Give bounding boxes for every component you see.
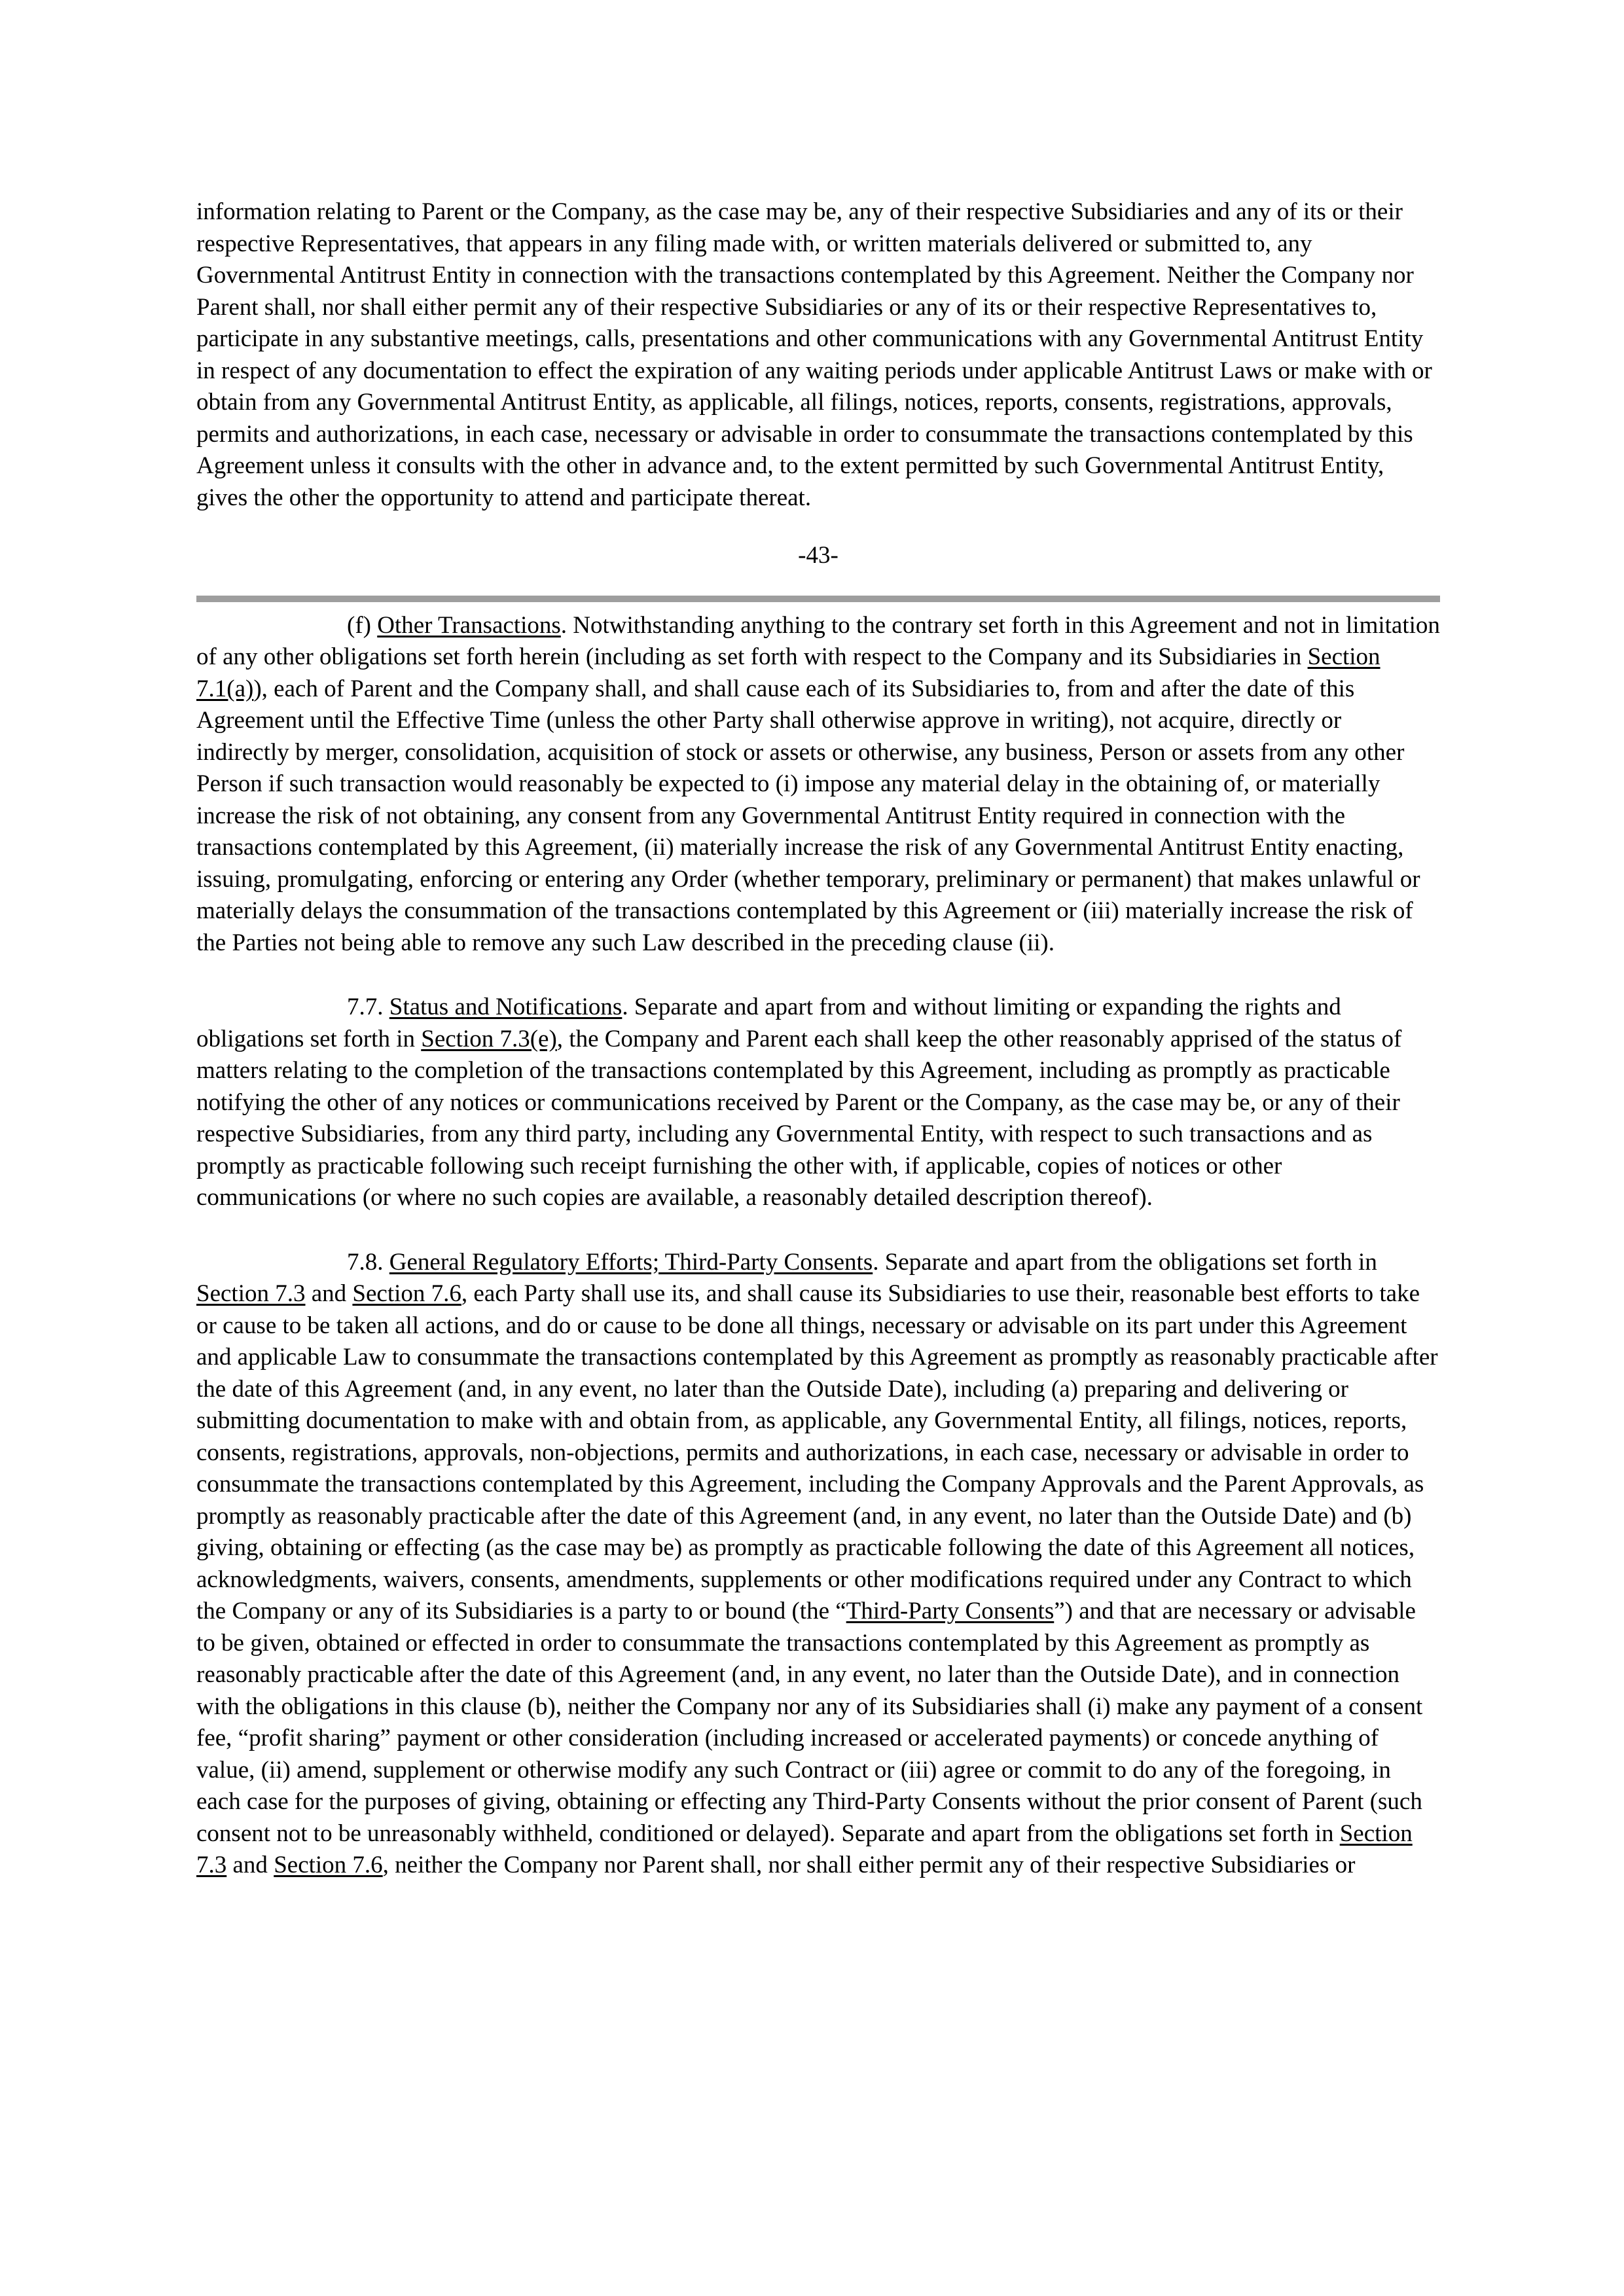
section-f-prefix: (f) xyxy=(347,611,378,639)
defined-term-third-party-consents: Third-Party Consents xyxy=(846,1598,1055,1624)
section-7-8-general-regulatory-efforts xyxy=(196,1247,1440,1882)
section-ref-7-3[interactable]: Section 7.3 xyxy=(196,1280,306,1307)
section-ref-7-6[interactable]: Section 7.6 xyxy=(352,1280,461,1307)
section-7-7-status-notifications xyxy=(196,992,1440,1214)
section-f-heading: Other Transactions xyxy=(377,611,561,639)
section-ref-7-3-e[interactable]: Section 7.3(e) xyxy=(421,1025,557,1052)
section-7-7-heading: Status and Notifications xyxy=(389,994,623,1020)
section-7-8-text: . Separate and apart from the obligations set forth in xyxy=(873,1248,1377,1276)
section-7-8-prefix: 7.8. xyxy=(347,1248,389,1276)
section-7-8-text: ”) and that are necessary or advisable to be given, obtained or effected in order to consummate the transactions contemplated by this Agreement as promptly as reasonably practicable after the date of this Agreement (and, in any event, no later than the Outside Date), and in connection with the obligations in this clause (b), neither the Company nor any of its Subsidiaries shall (i) make any payment of a consent fee, “profit sharing” payment or other consideration (including increased or accelerated payments) or concede anything of value, (ii) amend, supplement or otherwise modify any such Contract or (iii) agree or commit to do any of the foregoing, in each case for the purposes of giving, obtaining or effecting any Third-Party Consents without the prior consent of Parent (such consent not to be unreasonably withheld, conditioned or delayed). Separate and apart from the obligations set forth in xyxy=(196,1598,1423,1847)
section-7-7-text: . Separate and apart from and without limiting or expanding the rights and obligations set forth in xyxy=(196,994,1341,1052)
section-f-other-transactions xyxy=(196,610,1440,960)
document-page xyxy=(196,196,1440,1882)
section-ref-7-6[interactable]: Section 7.6 xyxy=(274,1852,383,1878)
continued-paragraph: information relating to Parent or the Company, as the case may be, any of their respective Subsidiaries and any of its or their respective Representatives, that appears in any filing made with, or written materials delivered or submitted to, any Governmental Antitrust Entity in connection with the transactions contemplated by this Agreement. Neither the Company nor Parent shall, nor shall either permit any of their respective Subsidiaries or any of its or their respective Representatives to, participate in any substantive meetings, calls, presentations and other communications with any Governmental Antitrust Entity in respect of any documentation to effect the expiration of any waiting periods under applicable Antitrust Laws or make with or obtain from any Governmental Antitrust Entity, as applicable, all filings, notices, reports, consents, registrations, approvals, permits and authorizations, in each case, necessary or advisable in order to consummate the transactions contemplated by this Agreement unless it consults with the other in advance and, to the extent permitted by such Governmental Antitrust Entity, gives the other the opportunity to attend and participate thereat. xyxy=(196,198,1432,511)
section-7-7-prefix: 7.7. xyxy=(347,994,389,1020)
page-separator-rule xyxy=(196,596,1440,602)
section-7-8-text: and xyxy=(226,1852,274,1878)
section-ref-7-3[interactable]: Section 7.3 xyxy=(196,1820,1413,1878)
section-7-8-text: and xyxy=(305,1280,353,1307)
section-f-text: ), each of Parent and the Company shall, and shall cause each of its Subsidiaries to, from and after the date of this Agreement until the Effective Time (unless the other Party shall otherwise approve in writing), not acquire, directly or indirectly by merger, consolidation, acquisition of stock or assets or otherwise, any business, Person or assets from any other Person if such transaction would reasonably be expected to (i) impose any material delay in the obtaining of, or materially increase the risk of not obtaining, any consent from any Governmental Antitrust Entity required in connection with the transactions contemplated by this Agreement, (ii) materially increase the risk of any Governmental Antitrust Entity enacting, issuing, promulgating, enforcing or entering any Order (whether temporary, preliminary or permanent) that makes unlawful or materially delays the consummation of the transactions contemplated by this Agreement or (iii) materially increase the risk of the Parties not being able to remove any such Law described in the preceding clause (ii). xyxy=(196,675,1420,956)
section-7-7-text: , the Company and Parent each shall keep the other reasonably apprised of the status of matters relating to the completion of the transactions contemplated by this Agreement, including as promptly as practicable notifying the other of any notices or communications received by Parent or the Company, as the case may be, or any of their respective Subsidiaries, from any third party, including any Governmental Entity, with respect to such transactions and as promptly as practicable following such receipt furnishing the other with, if applicable, copies of notices or other communications (or where no such copies are available, a reasonably detailed description thereof). xyxy=(196,1025,1402,1211)
section-7-8-text: , neither the Company nor Parent shall, nor shall either permit any of their respective Subsidiaries or xyxy=(382,1852,1356,1878)
page-number: -43- xyxy=(798,542,839,569)
section-f-text: . Notwithstanding anything to the contrary set forth in this Agreement and not in limitation of any other obligations set forth herein (including as set forth with respect to the Company and its Subsidiaries in xyxy=(196,611,1440,670)
section-7-8-heading: General Regulatory Efforts; Third-Party Consents xyxy=(389,1248,873,1276)
section-7-8-text: , each Party shall use its, and shall cause its Subsidiaries to use their, reasonable best efforts to take or cause to be taken all actions, and do or cause to be done all things, necessary or advisable on its part under this Agreement and applicable Law to consummate the transactions contemplated by this Agreement as promptly as reasonably practicable after the date of this Agreement (and, in any event, no later than the Outside Date), including (a) preparing and delivering or submitting documentation to make with and obtain from, as applicable, any Governmental Entity, all filings, notices, reports, consents, registrations, approvals, non-objections, permits and authorizations, in each case, necessary or advisable in order to consummate the transactions contemplated by this Agreement, including the Company Approvals and the Parent Approvals, as promptly as reasonably practicable after the date of this Agreement (and, in any event, no later than the Outside Date) and (b) giving, obtaining or effecting (as the case may be) as promptly as practicable following the date of this Agreement all notices, acknowledgments, waivers, consents, amendments, supplements or other modifications required under any Contract to which the Company or any of its Subsidiaries is a party to or bound (the “ xyxy=(196,1280,1438,1624)
section-ref-7-1-a[interactable]: Section 7.1(a) xyxy=(196,643,1380,702)
